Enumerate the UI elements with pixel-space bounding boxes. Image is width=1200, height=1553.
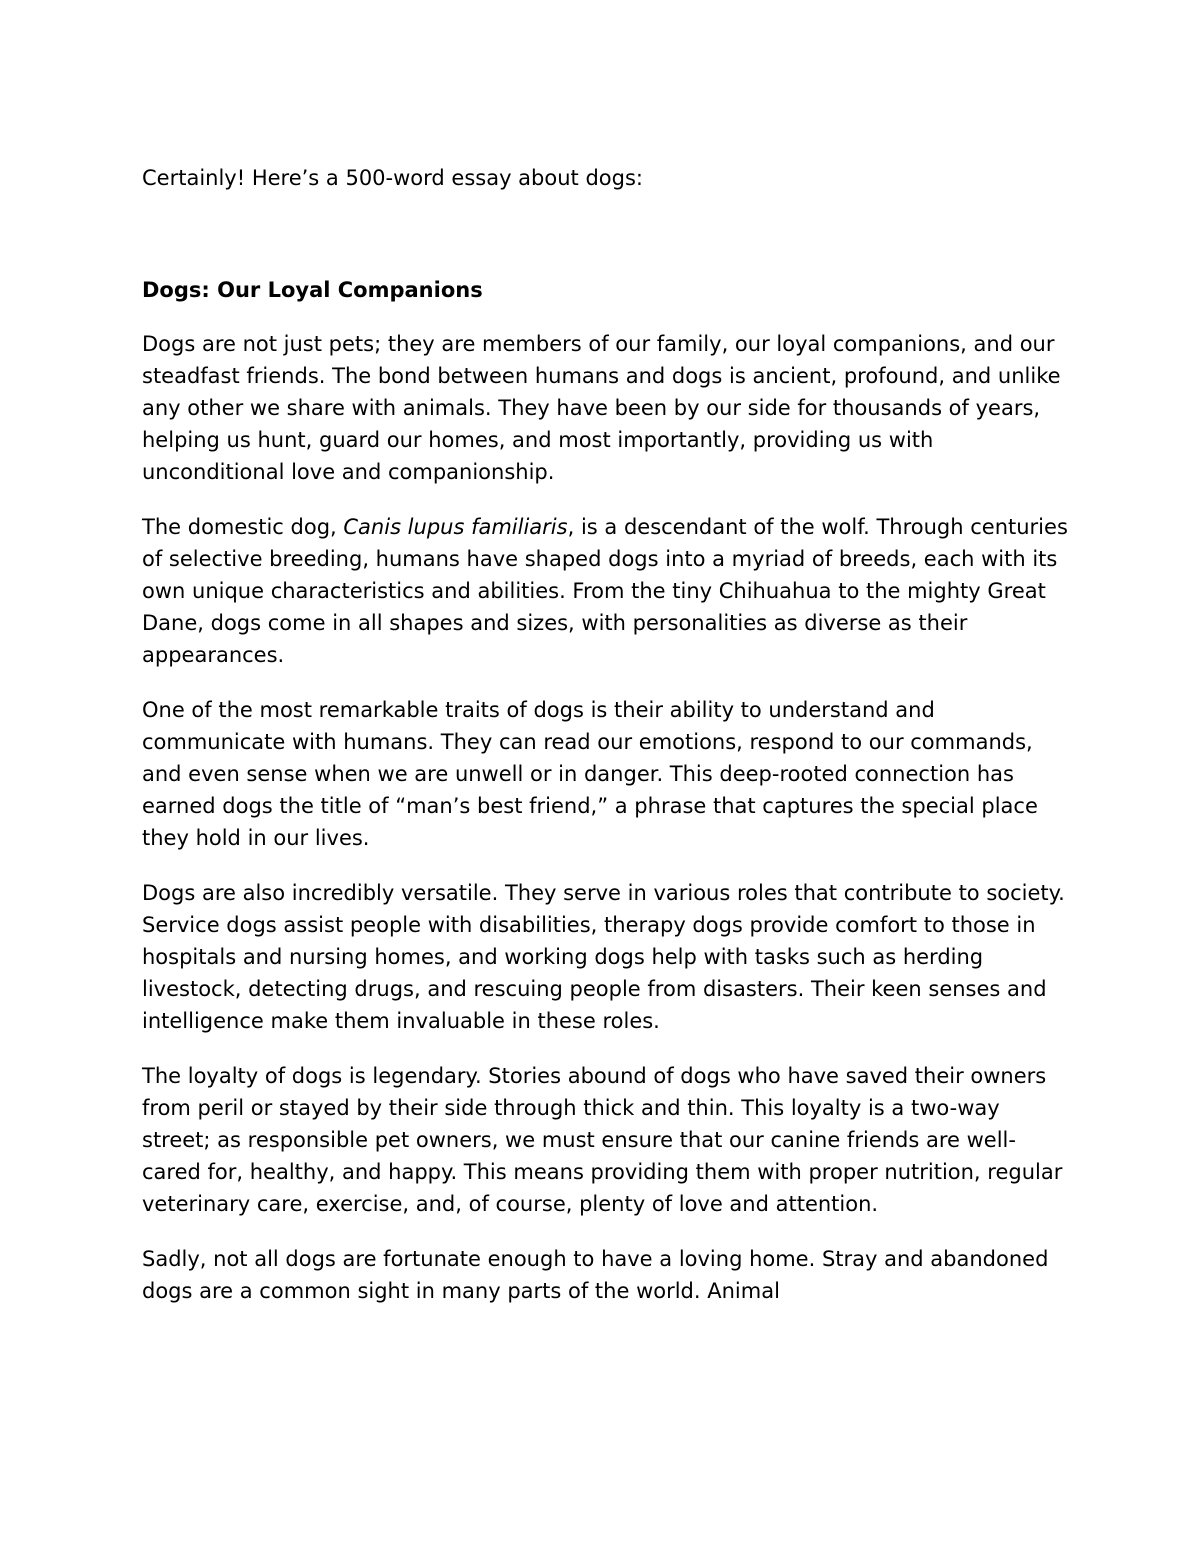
paragraph-5: The loyalty of dogs is legendary. Stories abound of dogs who have saved their owners from peril or stayed by their side through thick and thin. This loyalty is a two-way street; as responsible pet owners, we must ensure that our canine friends are well-cared for, healthy, and happy. This means providing them with proper nutrition, regular veterinary care, exercise, and, of course, plenty of love and attention.	[142, 1064, 1063, 1216]
paragraph-6: Sadly, not all dogs are fortunate enough to have a loving home. Stray and abandoned dogs are a common sight in many parts of the world. Animal	[142, 1247, 1049, 1303]
paragraph-3: One of the most remarkable traits of dogs is their ability to understand and communicate with humans. They can read our emotions, respond to our commands, and even sense when we are unwell or in danger. This deep-rooted connection has earned dogs the title of “man’s best friend,” a phrase that captures the special place they hold in our lives.	[142, 698, 1038, 850]
paragraph-2	[142, 511, 1072, 671]
paragraph-4: Dogs are also incredibly versatile. They serve in various roles that contribute to society. Service dogs assist people with disabilities, therapy dogs provide comfort to those in hospitals and nursing homes, and working dogs help with tasks such as herding livestock, detecting drugs, and rescuing people from disasters. Their keen senses and intelligence make them invaluable in these roles.	[142, 881, 1065, 1033]
essay-title: Dogs: Our Loyal Companions	[142, 278, 483, 302]
species-name-italic: Canis lupus familiaris	[343, 515, 568, 539]
paragraph-2-rest: , is a descendant of the wolf. Through centuries of selective breeding, humans have shaped dogs into a myriad of breeds, each with its own unique characteristics and abilities. From the tiny Chihuahua to the mighty Great Dane, dogs come in all shapes and sizes, with personalities as diverse as their appearances.	[142, 515, 1068, 667]
intro-line: Certainly! Here’s a 500-word essay about dogs:	[142, 166, 643, 190]
paragraph-2-start: The domestic dog,	[142, 515, 344, 539]
paragraph-1: Dogs are not just pets; they are members of our family, our loyal companions, and our steadfast friends. The bond between humans and dogs is ancient, profound, and unlike any other we share with animals. They have been by our side for thousands of years, helping us hunt, guard our homes, and most importantly, providing us with unconditional love and companionship.	[142, 332, 1061, 484]
document-body	[142, 162, 1072, 1330]
